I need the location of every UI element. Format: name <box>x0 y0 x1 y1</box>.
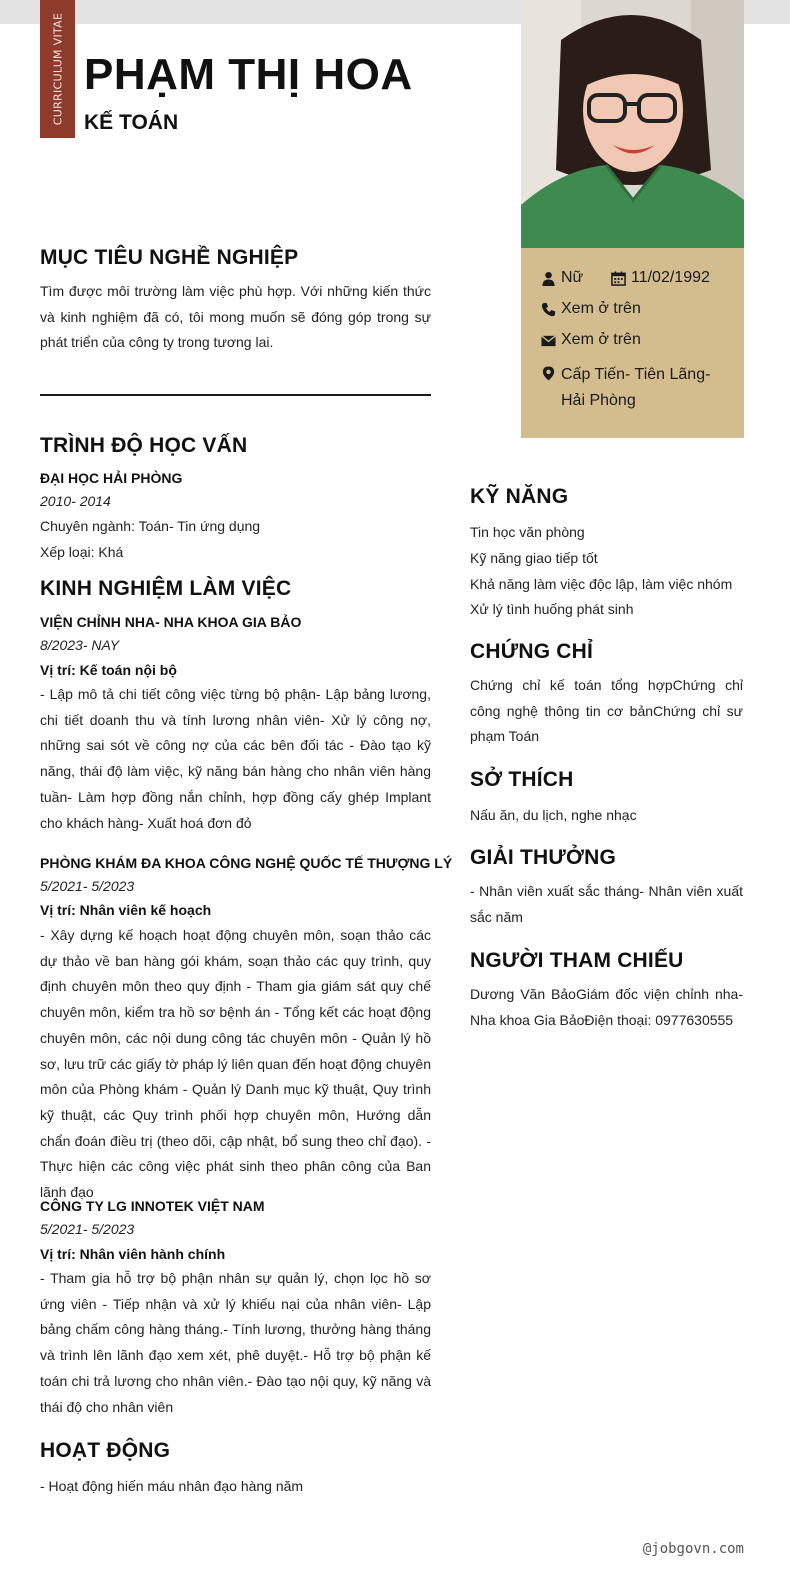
email-row <box>541 331 641 349</box>
job-2-org: PHÒNG KHÁM ĐA KHOA CÔNG NGHỆ QUỐC TẾ THƯỢNG LÝ <box>40 855 453 871</box>
personal-info-box <box>521 248 744 438</box>
job-3-position: Vị trí: Nhân viên hành chính <box>40 1246 226 1262</box>
envelope-icon <box>541 333 556 348</box>
profile-photo <box>521 0 744 248</box>
address-value <box>561 362 710 414</box>
phone-value: Xem ở trên <box>561 300 641 317</box>
candidate-name: PHẠM THỊ HOA <box>84 50 413 99</box>
job-1-period: 8/2023- NAY <box>40 637 120 653</box>
job-3-org: CÔNG TY LG INNOTEK VIỆT NAM <box>40 1198 265 1214</box>
phone-icon <box>541 302 556 317</box>
cv-tag-label: CURRICULUM VITAE <box>51 12 64 126</box>
certificates-text: Chứng chỉ kế toán tổng hợpChứng chỉ công nghệ thông tin cơ bảnChứng chỉ sư phạm Toán <box>470 677 743 745</box>
hobbies-text: Nấu ăn, du lịch, nghe nhạc <box>470 807 637 823</box>
references-heading: NGƯỜI THAM CHIẾU <box>470 949 684 972</box>
person-icon <box>541 271 556 286</box>
calendar-icon <box>611 271 626 286</box>
candidate-role: KẾ TOÁN <box>84 111 179 134</box>
job-1-description: - Lập mô tả chi tiết công việc từng bộ phận- Lập bảng lương, chi tiết doanh thu và tính lương nhân viên- Xử lý công nợ, những sai sót về công nợ của các bên đối tác - Đào tạo kỹ năng, thái độ làm việc, kỹ năng bán hàng cho nhân viên hàng tuần- Làm hợp đồng nắn chỉnh, hợp đồng cấy ghép Implant cho khách hàng- Xuất hoá đơn đỏ <box>40 686 431 831</box>
skill-item: Kỹ năng giao tiếp tốt <box>470 550 598 566</box>
activities-heading: HOẠT ĐỘNG <box>40 1439 171 1462</box>
address-line1: Cấp Tiến- Tiên Lãng- <box>561 366 711 383</box>
gender-value: Nữ <box>561 269 584 286</box>
profile-photo-image <box>521 0 744 248</box>
phone-row <box>541 300 641 318</box>
job-1-org: VIỆN CHỈNH NHA- NHA KHOA GIA BẢO <box>40 614 302 630</box>
birthdate-row <box>611 269 710 287</box>
awards-text: - Nhân viên xuất sắc tháng- Nhân viên xuất sắc năm <box>470 883 743 925</box>
education-period: 2010- 2014 <box>40 493 111 509</box>
skill-item: Tin học văn phòng <box>470 524 585 540</box>
location-pin-icon <box>541 366 556 381</box>
objective-heading: MỤC TIÊU NGHỀ NGHIỆP <box>40 246 299 269</box>
job-3-period: 5/2021- 5/2023 <box>40 1221 135 1237</box>
job-3-description: - Tham gia hỗ trợ bộ phận nhân sự quản lý, chọn lọc hồ sơ ứng viên - Tiếp nhận và xử lý khiếu nại của nhân viên- Lập bảng chấm công hàng tháng.- Tính lương, thưởng hàng tháng và trình lên lãnh đạo xem xét, phê duyệt.- Hỗ trợ bộ phận kế toán chi trả lương cho nhân viên.- Đào tạo nội quy, kỹ năng và thái độ cho nhân viên <box>40 1270 431 1415</box>
education-grade: Xếp loại: Khá <box>40 544 124 560</box>
objective-text: Tìm được môi trường làm việc phù hợp. Với những kiến thức và kinh nghiệm đã có, tôi mong muốn sẽ đóng góp trong sự phát triển của công ty trong tương lai. <box>40 283 431 351</box>
education-major: Chuyên ngành: Toán- Tin ứng dụng <box>40 518 261 534</box>
job-1-position: Vị trí: Kế toán nội bộ <box>40 662 177 678</box>
section-divider <box>40 394 431 396</box>
experience-heading: KINH NGHIỆM LÀM VIỆC <box>40 577 292 600</box>
skill-item: Khả năng làm việc độc lập, làm việc nhóm <box>470 576 733 592</box>
job-2-position: Vị trí: Nhân viên kế hoạch <box>40 902 212 918</box>
education-heading: TRÌNH ĐỘ HỌC VẤN <box>40 434 248 457</box>
skill-item: Xử lý tình huống phát sinh <box>470 601 634 617</box>
education-school: ĐẠI HỌC HẢI PHÒNG <box>40 470 183 486</box>
email-value: Xem ở trên <box>561 331 641 348</box>
birthdate-value: 11/02/1992 <box>631 269 710 286</box>
address-line2: Hải Phòng <box>561 392 636 409</box>
job-2-description: - Xây dựng kế hoạch hoạt động chuyên môn, soạn thảo các dự thảo về ban hàng gói khám, soạn thảo các quy trình, quy định chuyên môn theo quy định - Tham gia giám sát quy chế chuyên môn, kiểm tra hồ sơ bệnh án - Tổng kết các hoạt động chuyên môn, các nội dung công tác chuyên môn - Quản lý hồ sơ, lưu trữ các giấy tờ pháp lý liên quan đến hoạt động chuyên môn của Phòng khám - Quản lý Danh mục kỹ thuật, Quy trình kỹ thuật, các Quy trình phối hợp chuyên môn, Hướng dẫn chẩn đoán điều trị (theo dõi, cập nhật, bổ sung theo chỉ đạo). - Thực hiện các công việc phát sinh theo phân công của Ban lãnh đạo <box>40 927 431 1201</box>
activities-text: - Hoạt động hiến máu nhân đạo hàng năm <box>40 1478 304 1494</box>
job-2-period: 5/2021- 5/2023 <box>40 878 135 894</box>
gender-row <box>541 269 583 287</box>
cv-tag <box>40 0 75 138</box>
skills-heading: KỸ NĂNG <box>470 485 569 508</box>
address-row <box>541 362 710 414</box>
hobbies-heading: SỞ THÍCH <box>470 768 574 791</box>
watermark: @jobgovn.com <box>642 1541 744 1557</box>
certificates-heading: CHỨNG CHỈ <box>470 640 594 663</box>
references-text: Dương Văn BảoGiám đốc viện chỉnh nha- Nha khoa Gia BảoĐiện thoại: 0977630555 <box>470 986 743 1028</box>
awards-heading: GIẢI THƯỞNG <box>470 846 617 869</box>
